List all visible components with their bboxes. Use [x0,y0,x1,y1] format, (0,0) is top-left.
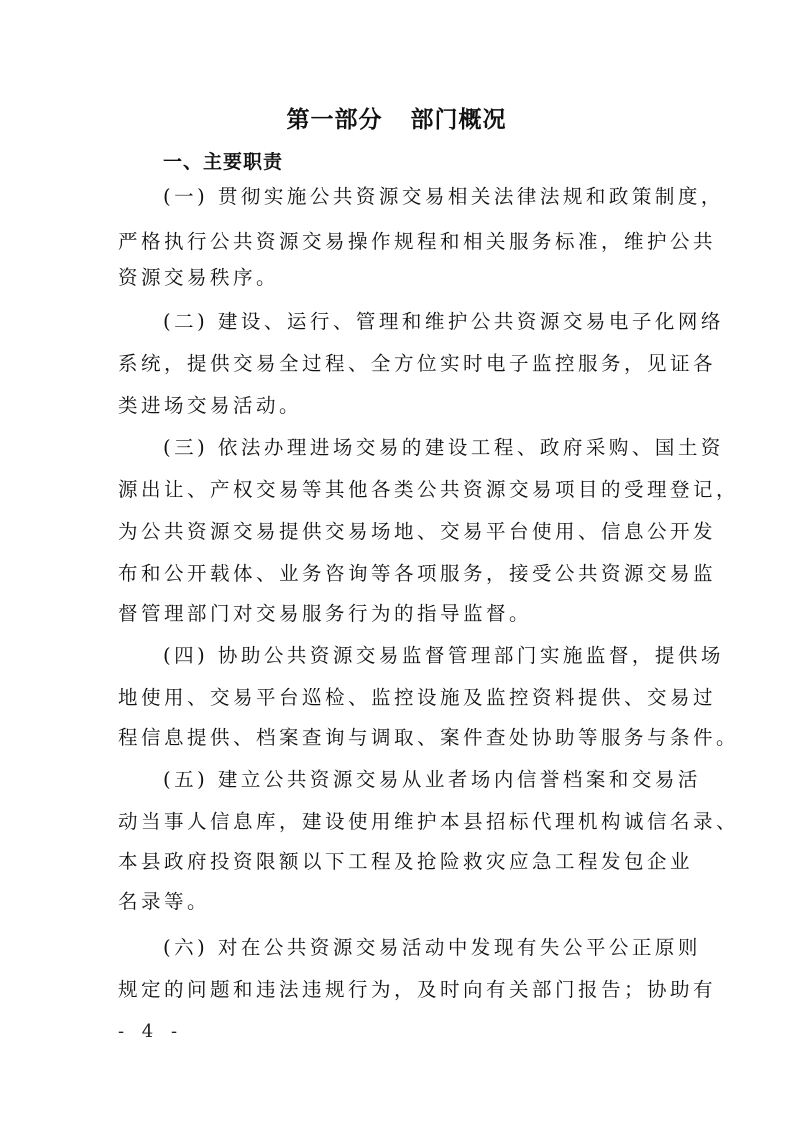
text-line: 源出让、产权交易等其他各类公共资源交易项目的受理登记， [118,478,740,501]
text-line: 资源交易秩序。 [118,266,280,289]
text-line: (二) 建设、运行、管理和维护公共资源交易电子化网络 [163,310,724,333]
text-line: (三) 依法办理进场交易的建设工程、政府采购、国土资 [163,436,724,459]
text-line: 系统，提供交易全过程、全方位实时电子监控服务，见证各 [118,352,717,375]
text-line: 布和公开载体、业务咨询等各项服务，接受公共资源交易监 [118,562,717,585]
text-line: 地使用、交易平台巡检、监控设施及监控资料提供、交易过 [118,686,717,709]
page-number: - 4 - [118,1021,184,1042]
text-line: (四) 协助公共资源交易监督管理部门实施监督，提供场 [163,644,724,667]
section-heading: 一、主要职责 [163,151,284,173]
text-line: 严格执行公共资源交易操作规程和相关服务标准，维护公共 [118,230,717,253]
text-line: 程信息提供、档案查询与调取、案件查处协助等服务与条件。 [118,726,740,749]
text-line: 类进场交易活动。 [118,394,303,417]
text-line: (五) 建立公共资源交易从业者场内信誉档案和交易活 [163,768,701,791]
text-line: 名录等。 [118,890,211,913]
text-line: (六) 对在公共资源交易活动中发现有失公平公正原则 [163,936,701,959]
page-title [0,101,793,134]
text-line: 本县政府投资限额以下工程及抢险救灾应急工程发包企业 [118,850,694,873]
text-line: 为公共资源交易提供交易场地、交易平台使用、信息公开发 [118,520,717,543]
title-section: 部门概况 [410,107,507,133]
title-part: 第一部分 [286,107,383,133]
text-line: 动当事人信息库，建设使用维护本县招标代理机构诚信名录、 [118,810,740,833]
text-line: 督管理部门对交易服务行为的指导监督。 [118,602,533,625]
text-line: 规定的问题和违法违规行为，及时向有关部门报告；协助有 [118,978,717,1001]
text-line: (一) 贯彻实施公共资源交易相关法律法规和政策制度， [163,185,724,208]
